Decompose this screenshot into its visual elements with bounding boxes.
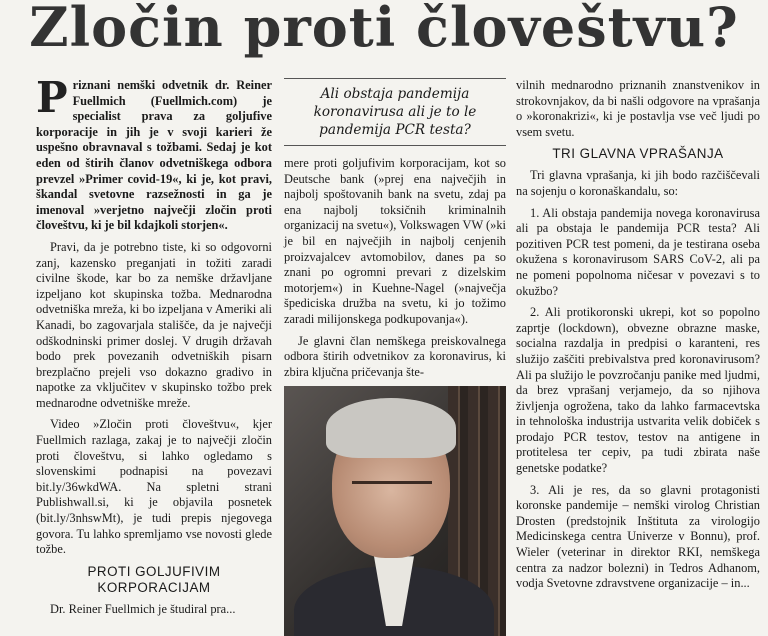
question-3: 3. Ali je res, da so glavni protagonisti koronske pandemije – nemški virolog Christian Drosten (predstojnik Inštituta za virologijo Medicinskega centra Univerze v Bonnu), prof. Wieler (veterinar in direktor RKI, nemškega centra za nadzor bolezni) in Tedros Adhanom, vodja Svetovne zdravstvene organizacije – in... — [516, 482, 760, 591]
intro-paragraph — [36, 73, 272, 234]
article-column-3 — [516, 78, 760, 598]
question-2: 2. Ali protikoronski ukrepi, kot so popolno zaprtje (lockdown), obvezne obrazne maske, socialna razdalja in predpisi o karanteni, res služijo zaščiti prebivalstva pred koronavirusom? Ali pa služijo le povzročanju panike med ljudmi, da brez vprašanj verjamejo, da so njihova življenja ogrožena, tako da lahko farmacevtska in tehnološka industrija ustvarita velik dobiček s prodajo PCR testov, testov na antigene in protitelesa ter cepiv, pa tudi zbirata naše genetske podatke? — [516, 305, 760, 476]
drop-cap: P — [36, 73, 68, 122]
paragraph: Video »Zločin proti človeštvu«, kjer Fuellmich razlaga, zakaj je to največji zločin proti človeštvu, si lahko ogledamo s slovenskimi podnapisi na povezavi bit.ly/36wkdWA. Na spletni strani Publishwall.si, ki je objavila posnetek (bit.ly/3nhswMt), je tudi prepis njegovega govora. Tu lahko spremljamo vse novosti glede tožbe. — [36, 417, 272, 557]
section-subhead: PROTI GOLJUFIVIM KORPORACIJAM — [87, 563, 221, 595]
paragraph: Tri glavna vprašanja, ki jih bodo razčiščevali na sojenju o koronaškandalu, so: — [516, 168, 760, 198]
article-column-1 — [36, 73, 272, 623]
paragraph: Pravi, da je potrebno tiste, ki so odgovorni zanj, kazensko preganjati in tožiti zaradi civilne škode, kar bo za nemške državljane izpeljano kot skupinska tožba. Mednarodna odvetniška mreža, ki bo izpeljana v Ameriki ali Kanadi, bo zagovarjala stališče, da je največji odškodninski primer doslej. V drugih državah bodo prek povezanih odvetniških pisarn brezplačno prejeli vso dokazno gradivo in napotke za vključitev v skupinsko tožbo prek mednarodne odvetniške mreže. — [36, 239, 272, 410]
hair — [326, 398, 456, 458]
headline: Zločin proti človeštvu? — [29, 0, 739, 59]
paragraph: mere proti goljufivim korporacijam, kot so Deutsche bank (»prej ena največjih in najbolj spoštovanih bank na svetu, zdaj pa ena najbolj toksičnih kriminalnih organizacij na svetu«), Volkswagen VW (»ki je bil en največjih in najbolj cenjenih proizvajalcev avtomobilov, danes pa so znani po ogromni prevari z dizelskim motorjem«) in Kuehne-Nagel (»največja špediciska družba na svetu, ki jo tožimo zaradi milijonskega podkupovanja«). — [284, 156, 506, 326]
pull-quote: Ali obstaja pandemija koronavirusa ali je to le pandemija PCR testa? — [284, 78, 506, 146]
intro-text: riznani nemški odvetnik dr. Reiner Fuellmich (Fuellmich.com) je specialist prava za goljufive korporacije in jih je v svoji karieri že uspešno obravnaval s tožbami. Sedaj je kot eden od štirih članov odvetniškega odbora prevzel »Primer covid-19«, ki je, kot pravi, škandal svetovne razsežnosti in ga je imenoval »verjetno največji zločin proti človeštvu, ki je bil kdajkoli storjen«. — [36, 78, 272, 233]
portrait-photo — [284, 386, 506, 636]
question-1: 1. Ali obstaja pandemija novega koronavirusa ali pa obstaja le pandemija PCR testa? Ali pozitiven PCR test pomeni, da je testirana oseba okužena s koronavirusom SARS CoV-2, ali pa ne pomeni popolnoma ničesar v povezavi s to okužbo? — [516, 205, 760, 298]
glasses — [352, 481, 432, 496]
section-subhead: TRI GLAVNA VPRAŠANJA — [552, 146, 724, 162]
article-column-2 — [284, 78, 506, 636]
paragraph: Je glavni član nemškega preiskovalnega odbora štirih odvetnikov za koronavirus, ki zbira ključna pričevanja šte- — [284, 333, 506, 379]
paragraph: vilnih mednarodno priznanih znanstvenikov in strokovnjakov, da bi našli odgovore na vprašanja o »koronakrizi«, ki je postavlja vse več ljudi po vsem svetu. — [516, 78, 760, 139]
paragraph: Dr. Reiner Fuellmich je študiral pra... — [50, 601, 236, 616]
